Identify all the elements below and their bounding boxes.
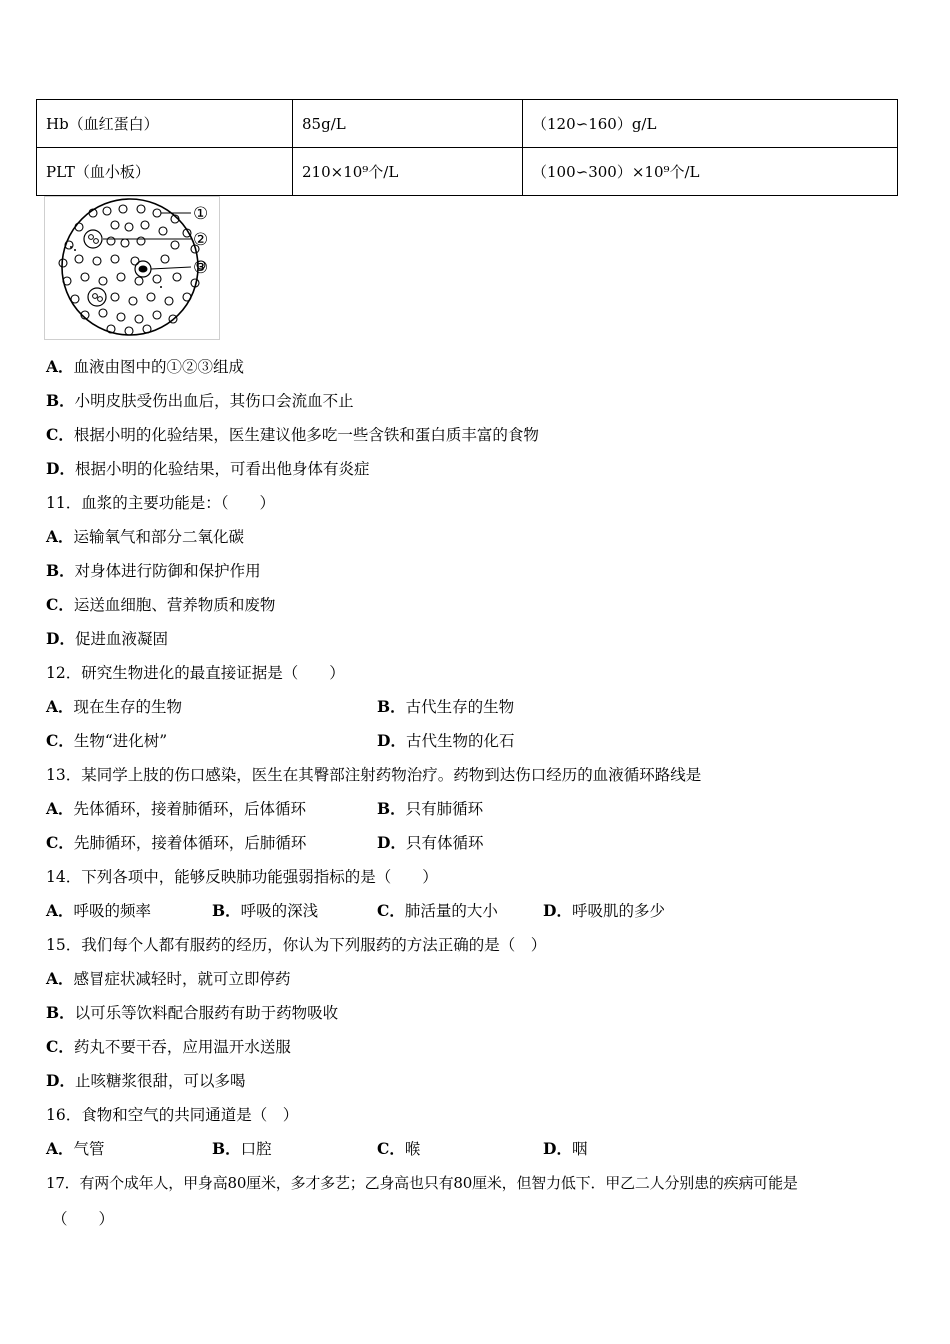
option-letter: D．: [46, 1071, 75, 1090]
q17-stem-line1: 17．有两个成年人，甲身高80厘米，多才多艺；乙身高也只有80厘米，但智力低下．甲乙二人分别患的疾病可能是: [46, 1174, 798, 1192]
q12-option-b: [377, 696, 514, 718]
q14-option-c: [377, 900, 498, 922]
q16-option-c: [377, 1138, 420, 1160]
option-text: 运输氧气和部分二氧化碳: [73, 528, 245, 546]
table-cell-item: Hb（血红蛋白）: [37, 100, 293, 148]
q16-option-a: [46, 1138, 105, 1160]
option-letter: C．: [46, 1037, 74, 1056]
option-letter: A．: [46, 901, 74, 920]
q12-option-d: [377, 730, 514, 752]
option-letter: B．: [377, 799, 406, 818]
option-letter: B．: [212, 901, 241, 920]
option-letter: D．: [377, 731, 406, 750]
q13-option-c: [46, 832, 306, 854]
option-letter: C．: [46, 595, 74, 614]
blood-test-table: [36, 99, 898, 196]
q13-stem: 13．某同学上肢的伤口感染，医生在其臀部注射药物治疗。药物到达伤口经历的血液循环路线是: [46, 766, 702, 784]
option-text: 咽: [571, 1140, 588, 1158]
option-letter: D．: [46, 459, 75, 478]
q17-stem-line2: （ ）: [52, 1210, 115, 1228]
option-letter: B．: [46, 1003, 75, 1022]
q13-option-a: [46, 798, 306, 820]
table-cell-item: PLT（血小板）: [37, 148, 293, 196]
option-text: 以可乐等饮料配合服药有助于药物吸收: [74, 1004, 339, 1022]
option-letter: A．: [46, 1139, 74, 1158]
q15-option-a: [46, 968, 291, 990]
option-text: 呼吸的深浅: [240, 902, 319, 920]
table-row: [37, 100, 898, 148]
q14-option-d: [543, 900, 665, 922]
option-text: 对身体进行防御和保护作用: [74, 562, 261, 580]
platelets: [70, 246, 162, 288]
option-letter: A．: [46, 799, 74, 818]
option-text: 血液由图中的①②③组成: [73, 358, 245, 376]
q16-stem: 16．食物和空气的共同通道是（ ）: [46, 1106, 299, 1124]
q12-option-c: [46, 730, 167, 752]
option-letter: D．: [543, 901, 572, 920]
option-text: 小明皮肤受伤出血后，其伤口会流血不止: [74, 392, 354, 410]
q11-option-c: [46, 594, 275, 616]
option-text: 只有体循环: [405, 834, 484, 852]
table-cell-value: 210×10⁹个/L: [293, 148, 523, 196]
figure-label-3: ③: [193, 258, 209, 278]
option-text: 气管: [73, 1140, 105, 1158]
q13-option-d: [377, 832, 483, 854]
q12-option-a: [46, 696, 182, 718]
table-cell-value: 85g/L: [293, 100, 523, 148]
table-row: [37, 148, 898, 196]
option-text: 运送血细胞、营养物质和废物: [73, 596, 276, 614]
option-text: 呼吸肌的多少: [571, 902, 665, 920]
figure-label-2: ②: [193, 230, 209, 250]
table-cell-reference: （100∽300）×10⁹个/L: [523, 148, 898, 196]
option-letter: B．: [46, 561, 75, 580]
option-text: 先体循环，接着肺循环，后体循环: [73, 800, 307, 818]
option-letter: D．: [543, 1139, 572, 1158]
q11-option-a: [46, 526, 244, 548]
option-text: 感冒症状减轻时，就可立即停药: [73, 970, 291, 988]
option-letter: A．: [46, 969, 74, 988]
option-text: 呼吸的频率: [73, 902, 152, 920]
option-letter: A．: [46, 527, 74, 546]
q13-option-b: [377, 798, 483, 820]
q14-option-b: [212, 900, 318, 922]
q11-option-b: [46, 560, 261, 582]
q16-option-d: [543, 1138, 587, 1160]
figure-labels: [193, 204, 208, 278]
option-text: 根据小明的化验结果，可看出他身体有炎症: [74, 460, 370, 478]
q11-option-d: [46, 628, 168, 650]
option-letter: D．: [46, 629, 75, 648]
option-letter: D．: [377, 833, 406, 852]
q11-stem: 11．血浆的主要功能是：（ ）: [46, 494, 275, 512]
blood-smear-figure: [44, 196, 220, 340]
option-text: 口腔: [240, 1140, 272, 1158]
blood-smear-diagram: [45, 197, 219, 339]
option-letter: C．: [46, 425, 74, 444]
option-text: 喉: [404, 1140, 421, 1158]
option-letter: B．: [377, 697, 406, 716]
q10-option-c: [46, 424, 539, 446]
option-text: 古代生物的化石: [405, 732, 515, 750]
option-text: 药丸不要干吞，应用温开水送服: [73, 1038, 291, 1056]
q15-option-b: [46, 1002, 338, 1024]
option-text: 促进血液凝固: [74, 630, 168, 648]
option-letter: A．: [46, 357, 74, 376]
option-letter: B．: [46, 391, 75, 410]
option-text: 只有肺循环: [405, 800, 484, 818]
q15-option-d: [46, 1070, 245, 1092]
option-letter: C．: [46, 731, 74, 750]
table-cell-reference: （120∽160）g/L: [523, 100, 898, 148]
q10-option-b: [46, 390, 354, 412]
option-letter: B．: [212, 1139, 241, 1158]
figure-label-1: ①: [193, 204, 209, 224]
option-text: 先肺循环，接着体循环，后肺循环: [73, 834, 307, 852]
option-letter: A．: [46, 697, 74, 716]
q14-option-a: [46, 900, 151, 922]
q12-stem: 12．研究生物进化的最直接证据是（ ）: [46, 664, 345, 682]
q14-stem: 14．下列各项中，能够反映肺功能强弱指标的是（ ）: [46, 868, 438, 886]
option-text: 现在生存的生物: [73, 698, 183, 716]
option-letter: C．: [46, 833, 74, 852]
q15-option-c: [46, 1036, 291, 1058]
option-text: 止咳糖浆很甜，可以多喝: [74, 1072, 246, 1090]
q15-stem: 15．我们每个人都有服药的经历，你认为下列服药的方法正确的是（ ）: [46, 936, 547, 954]
option-text: 肺活量的大小: [404, 902, 498, 920]
q10-option-d: [46, 458, 369, 480]
option-text: 根据小明的化验结果，医生建议他多吃一些含铁和蛋白质丰富的食物: [73, 426, 539, 444]
q16-option-b: [212, 1138, 272, 1160]
option-text: 生物“进化树”: [73, 732, 168, 750]
option-text: 古代生存的生物: [405, 698, 515, 716]
q10-option-a: [46, 356, 244, 378]
option-letter: C．: [377, 1139, 405, 1158]
option-letter: C．: [377, 901, 405, 920]
